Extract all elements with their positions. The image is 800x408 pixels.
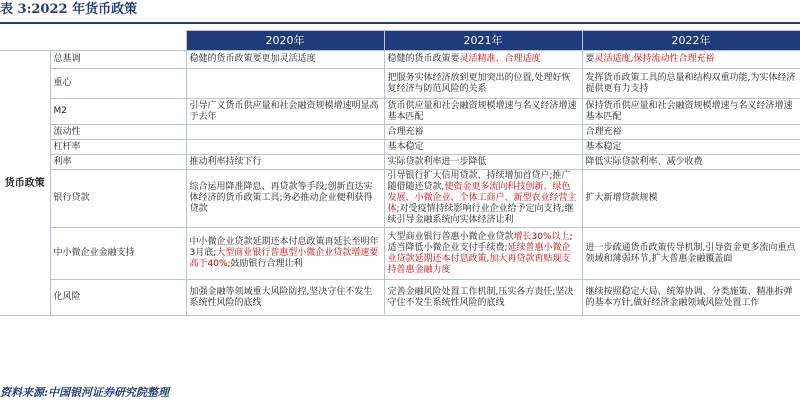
cell-text: 发挥货币政策工具的总量和结构双重功能,为实体经济提供更有力支持 (585, 72, 796, 94)
cell-2020 (186, 140, 384, 155)
cell-2021 (384, 125, 582, 140)
cell-text: 稳健的货币政策要更加灵活适度 (189, 54, 316, 64)
header-2021: 2021年 (384, 31, 582, 51)
row-label: 中小微企业金融支持 (50, 228, 186, 280)
row-label: 重心 (50, 69, 186, 99)
row-label: 总基调 (50, 51, 186, 69)
source-note: 资料来源:中国银河证券研究院整理 (0, 386, 170, 399)
row-label: 化风险 (50, 280, 186, 316)
cell-text: 灵活精准、合理适度 (459, 54, 541, 64)
cell-text: 基本稳定 (585, 141, 622, 152)
cell-text: 大型商业银行普惠小微企业贷款 (387, 231, 514, 242)
title-rule (0, 22, 800, 24)
row-label: 银行贷款 (50, 170, 186, 228)
cell-2021 (384, 140, 582, 155)
cell-2021 (384, 228, 582, 280)
row-label: 杠杆率 (50, 140, 186, 155)
cell-2021 (384, 51, 582, 69)
row-label: 流动性 (50, 125, 186, 140)
cell-text: 扩大新增贷款规模 (585, 193, 658, 203)
cell-text: ;对受疫情持续影响行业企业给予定向支持;继续引导金融系统向实体经济让利 (387, 204, 574, 225)
cell-2021 (384, 170, 582, 228)
cell-text: 引导银行扩大信用贷款、持续增加首贷户;推广随借随还贷款, (387, 171, 571, 192)
cell-2022 (582, 140, 800, 155)
cell-2021 (384, 69, 582, 99)
table-row (0, 140, 800, 155)
cell-text: 把服务实体经济放到更加突出的位置,处理好恢复经济与防范风险的关系 (387, 72, 571, 94)
header-row (0, 31, 800, 51)
table-row (0, 99, 800, 125)
cell-2020 (186, 170, 384, 228)
cell-text: 灵活适度,保持流动性合理充裕 (594, 54, 715, 64)
cell-2020 (186, 125, 384, 140)
cell-text: ;适当降低小微企业支付手续费; (387, 231, 573, 253)
cell-2020 (186, 228, 384, 280)
table-row (0, 69, 800, 99)
cell-text: 进一步疏通货币政策传导机制,引导资金更多流向重点领域和薄弱环节,扩大普惠金融覆盖面 (585, 242, 796, 264)
table-title: 表 3:2022 年货币政策 (0, 2, 138, 17)
cell-2022 (582, 99, 800, 125)
cell-text: 增长30%以上 (513, 231, 570, 242)
table-row (0, 228, 800, 280)
cell-2022 (582, 228, 800, 280)
category-cell: 货币政策 (0, 51, 50, 316)
cell-2021 (384, 280, 582, 316)
cell-text: 合理充裕 (387, 126, 424, 137)
header-corner (0, 31, 50, 51)
cell-2020 (186, 99, 384, 125)
header-corner-2 (50, 31, 186, 51)
cell-2022 (582, 69, 800, 99)
table-row (0, 170, 800, 228)
cell-text: 延续普惠小微企业贷款延期还本付息政策,加大再贷款再贴现支持普惠金融力度 (387, 242, 571, 275)
cell-2020 (186, 51, 384, 69)
cell-text: 推动利率持续下行 (189, 156, 262, 167)
header-2022: 2022年 (582, 31, 800, 51)
table-body (0, 51, 800, 316)
cell-text: 中小微企业贷款延期还本付息政策再延长至明年3月底; (189, 237, 379, 258)
header-2020: 2020年 (186, 31, 384, 51)
cell-2020 (186, 280, 384, 316)
cell-text: 大型商业银行普惠型小微企业贷款增速要高于40% (189, 248, 379, 269)
cell-text: 稳健的货币政策要 (387, 54, 460, 64)
cell-text: 实际贷款利率进一步降低 (387, 156, 487, 167)
cell-2020 (186, 155, 384, 170)
cell-text: 继续按照稳定大局、统筹协调、分类施策、精准拆弹的基本方针,做好经济金融领域风险处置工作 (585, 286, 793, 308)
cell-2021 (384, 155, 582, 170)
table-row (0, 280, 800, 316)
cell-2022 (582, 125, 800, 140)
cell-2022 (582, 170, 800, 228)
table-row (0, 125, 800, 140)
cell-text: 加强金融等领域重大风险防控,坚决守住不发生系统性风险的底线 (189, 286, 373, 308)
cell-2022 (582, 280, 800, 316)
cell-text: ;鼓励银行合理让利 (227, 259, 303, 269)
cell-2020 (186, 69, 384, 99)
cell-text: 综合运用降准降息、再贷款等手段;创新直达实体经济的货币政策工具;务必推动企业便利获得贷款 (189, 182, 373, 214)
table-row (0, 155, 800, 170)
policy-table (0, 30, 800, 316)
cell-2021 (384, 99, 582, 125)
cell-text: 引导广义货币供应量和社会融资规模增速明显高于去年 (189, 100, 379, 122)
cell-text: 货币供应量和社会融资规模增速与名义经济增速基本匹配 (387, 100, 577, 122)
cell-text: 使资金更多流向科技创新、绿色发展、小微企业、个体工商户、新型农业经营主体 (387, 182, 577, 214)
row-label: M2 (50, 99, 186, 125)
cell-text: 降低实际贷款利率、减少收费 (585, 156, 703, 167)
cell-text: 保持货币供应量和社会融资规模增速与名义经济增速基本匹配 (585, 100, 793, 122)
cell-text: 基本稳定 (387, 141, 424, 152)
cell-text: 完善金融风险处置工作机制,压实各方责任;坚决守住不发生系统性风险的底线 (387, 286, 574, 308)
table-row (0, 51, 800, 69)
cell-2022 (582, 155, 800, 170)
row-label: 利率 (50, 155, 186, 170)
cell-2022 (582, 51, 800, 69)
cell-text: 合理充裕 (585, 126, 622, 137)
cell-text: 要 (585, 54, 595, 64)
